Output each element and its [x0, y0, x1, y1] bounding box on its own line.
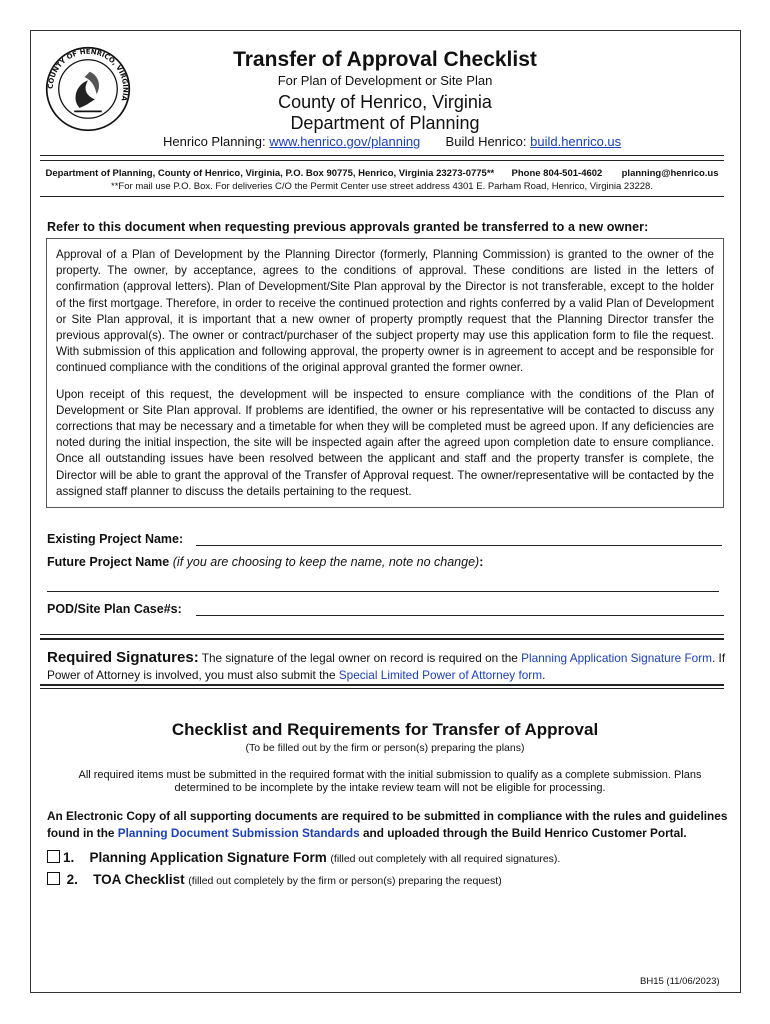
- item-2-checkbox[interactable]: [47, 872, 60, 885]
- required-signatures: [47, 649, 727, 684]
- refer-heading: Refer to this document when requesting previous approvals granted be transferred to a new owner:: [47, 220, 649, 234]
- future-project-label-group: [47, 555, 483, 569]
- header-divider-2: [40, 160, 724, 161]
- all-required-line-1: All required items must be submitted in the required format with the initial submission to qualify as a complete submission. Plans: [78, 769, 702, 781]
- address-line-1: [40, 168, 724, 179]
- address-divider: [40, 196, 724, 197]
- electronic-text-2: and uploaded through the Build Henrico Customer Portal.: [362, 826, 687, 840]
- svg-text:COUNTY OF HENRICO, VIRGINIA: COUNTY OF HENRICO, VIRGINIA: [46, 47, 130, 102]
- required-signatures-heading: Required Signatures: [47, 649, 194, 666]
- signatures-divider-bottom: [40, 684, 724, 686]
- pod-case-label: POD/Site Plan Case#s:: [47, 602, 182, 616]
- page-subtitle: For Plan of Development or Site Plan: [277, 73, 493, 88]
- page-title: Transfer of Approval Checklist: [233, 48, 537, 71]
- electronic-copy-note: [47, 808, 737, 842]
- checklist-title: Checklist and Requirements for Transfer of Approval: [171, 720, 599, 739]
- planning-link[interactable]: www.henrico.gov/planning: [269, 134, 421, 149]
- header-links: [163, 134, 621, 149]
- item-1-number: 1.: [63, 850, 75, 865]
- build-henrico-link[interactable]: build.henrico.us: [530, 134, 622, 149]
- electronic-text-1: An Electronic Copy of all supporting documents are required to be submitted in compliance with the rules and guidelines found in the: [47, 809, 728, 840]
- intro-box: [46, 238, 724, 508]
- item-2-label: TOA Checklist: [93, 872, 185, 887]
- future-project-name-field[interactable]: [47, 591, 719, 592]
- checklist-subtitle: (To be filled out by the firm or person(s) preparing the plans): [245, 742, 525, 754]
- item-1-checkbox[interactable]: [47, 850, 60, 863]
- power-of-attorney-link[interactable]: Special Limited Power of Attorney form: [338, 668, 543, 682]
- signatures-text-3: .: [542, 668, 546, 682]
- existing-project-name-field[interactable]: [196, 545, 722, 546]
- email-address: planning@henrico.us: [621, 168, 719, 179]
- item-1-note: (filled out completely with all required signatures).: [330, 853, 561, 865]
- address-main: Department of Planning, County of Henrico, Virginia, P.O. Box 90775, Henrico, Virginia 23273-0775**: [45, 168, 495, 179]
- county-name: County of Henrico, Virginia: [278, 92, 492, 112]
- planning-label: Henrico Planning:: [163, 134, 266, 149]
- item-1-label: Planning Application Signature Form: [89, 850, 327, 865]
- submission-standards-link[interactable]: Planning Document Submission Standards: [117, 826, 360, 840]
- header-divider: [40, 155, 724, 156]
- existing-project-label: Existing Project Name:: [47, 532, 184, 546]
- all-required-line-2: determined to be incomplete by the intake review team will not be eligible for processing.: [174, 782, 606, 794]
- item-2-number: 2.: [66, 872, 78, 887]
- future-project-colon: :: [479, 555, 484, 569]
- future-project-note: (if you are choosing to keep the name, note no change): [172, 555, 480, 569]
- address-line-2: **For mail use P.O. Box. For deliveries C/O the Permit Center use street address 4301 E. Parham Road, Henrico, Virginia 23228.: [111, 181, 653, 192]
- form-code: BH15 (11/06/2023): [640, 976, 720, 987]
- signatures-text-1: The signature of the legal owner on record is required on the: [201, 651, 518, 665]
- all-required-note: [40, 769, 740, 795]
- pod-case-numbers-field[interactable]: [196, 615, 724, 616]
- signatures-divider-top: [40, 634, 724, 635]
- intro-paragraph-2: Upon receipt of this request, the development will be inspected to ensure compliance with the conditions of the Plan of Development or Site Plan approval. If problems are identified, the owner or his representative will be contacted to discuss any corrections that may be necessary and a timetable for when they will be completed must be agreed upon. If any deficiencies are noted during the initial inspection, the site will be inspected again after the agreed upon completion date to ensure compliance. Once all outstanding issues have been resolved between the applicant and staff and the property transfer is complete, the Director will be able to grant the approval of the Transfer of Approval request. The owner/representative will be contacted by the assigned staff planner to discuss the details pertaining to the request.: [56, 387, 714, 498]
- checklist-item: [47, 850, 560, 865]
- signatures-text-2: . If Power of Attorney is involved, you must also submit the: [47, 651, 726, 682]
- checklist-item: [47, 872, 502, 887]
- intro-paragraph-1: Approval of a Plan of Development by the Planning Director (formerly, Planning Commission) is granted to the owner of the property. The owner, by acceptance, agrees to the conditions of approval. These conditions are listed in the letters of confirmation (approval letters). Plan of Development/Site Plan approval by the Director is not transferable, except to the holder of the first mortgage. Therefore, in order to receive the continued protection and rights conferred by a valid Plan of Development or Site Plan approval, it is important that a new owner of property promptly request that the Planning Director transfer the previous approval(s). The owner or contract/purchaser of the subject property may use this application form to file the request. With submission of this application and following approval, the property owner is in agreement to accept and be responsible for continued compliance with the conditions of the original approval granted the former owner.: [56, 248, 714, 375]
- future-project-label: Future Project Name: [47, 555, 170, 569]
- item-2-note: (filled out completely by the firm or person(s) preparing the request): [188, 875, 502, 887]
- signatures-divider-top-2: [40, 638, 724, 640]
- required-signatures-colon: :: [193, 649, 199, 666]
- signature-form-link[interactable]: Planning Application Signature Form: [521, 651, 712, 665]
- phone-number: Phone 804-501-4602: [511, 168, 603, 179]
- build-label: Build Henrico:: [445, 134, 527, 149]
- department-name: Department of Planning: [290, 113, 480, 133]
- signatures-divider-bottom-2: [40, 688, 724, 689]
